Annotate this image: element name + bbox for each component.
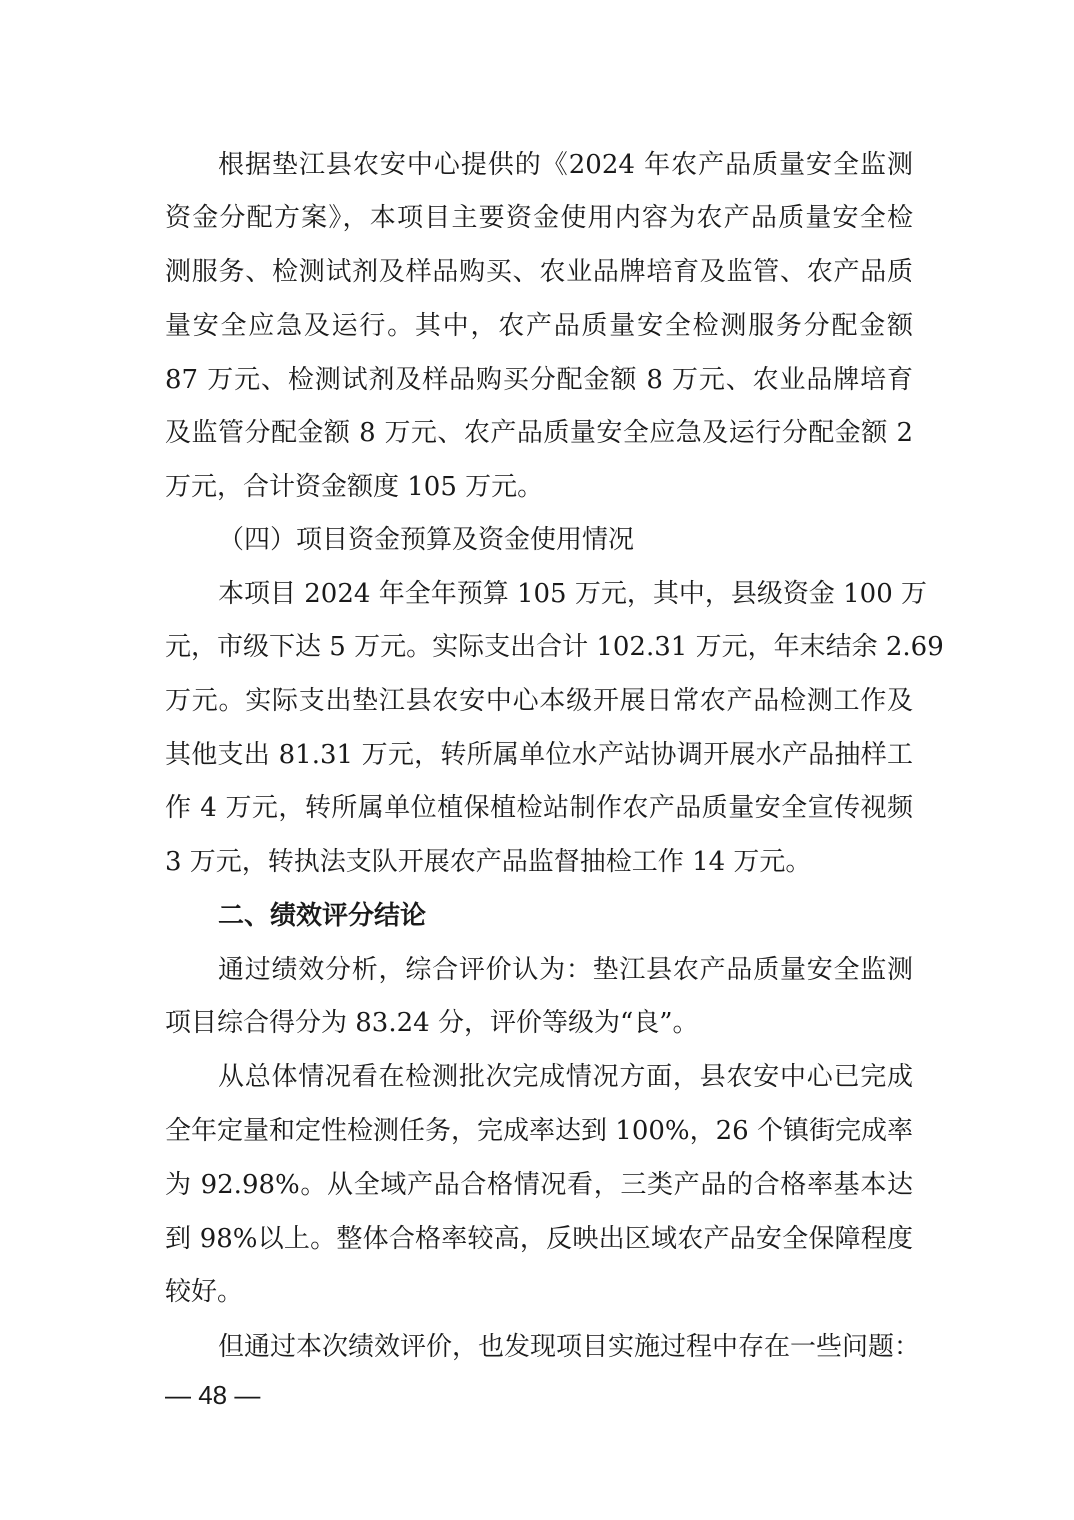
text-line: 元，市级下达 5 万元。实际支出合计 102.31 万元，年末结余 2.69	[165, 632, 944, 662]
text-line: 万元，合计资金额度 105 万元。	[165, 472, 544, 502]
text-line: 本项目 2024 年全年预算 105 万元，其中，县级资金 100 万	[218, 579, 928, 609]
text-line: 全年定量和定性检测任务，完成率达到 100%，26 个镇街完成率	[165, 1116, 913, 1146]
section-heading: （四）项目资金预算及资金使用情况	[218, 525, 635, 555]
text-line: 但通过本次绩效评价，也发现项目实施过程中存在一些问题：	[218, 1332, 921, 1362]
text-line: 作 4 万元，转所属单位植保植检站制作农产品质量安全宣传视频	[165, 793, 913, 823]
text-line: 量安全应急及运行。其中，农产品质量安全检测服务分配金额	[165, 311, 913, 341]
text-line: 从总体情况看在检测批次完成情况方面，县农安中心已完成	[218, 1062, 913, 1092]
text-line: 及监管分配金额 8 万元、农产品质量安全应急及运行分配金额 2	[165, 418, 913, 448]
text-line: 其他支出 81.31 万元，转所属单位水产站协调开展水产品抽样工	[165, 740, 913, 770]
text-line: 较好。	[165, 1277, 244, 1307]
text-line: 通过绩效分析，综合评价认为：垫江县农产品质量安全监测	[218, 955, 913, 985]
text-line: 为 92.98%。从全域产品合格情况看，三类产品的合格率基本达	[165, 1170, 913, 1200]
text-line: 87 万元、检测试剂及样品购买分配金额 8 万元、农业品牌培育	[165, 365, 913, 395]
page-number: — 48 —	[165, 1380, 261, 1410]
text-line: 到 98%以上。整体合格率较高，反映出区域农产品安全保障程度	[165, 1224, 913, 1254]
text-line: 测服务、检测试剂及样品购买、农业品牌培育及监管、农产品质	[165, 257, 913, 287]
text-line: 万元。实际支出垫江县农安中心本级开展日常农产品检测工作及	[165, 686, 913, 716]
section-heading: 二、绩效评分结论	[218, 901, 427, 931]
text-line: 资金分配方案》，本项目主要资金使用内容为农产品质量安全检	[165, 203, 913, 233]
text-line: 3 万元，转执法支队开展农产品监督抽检工作 14 万元。	[165, 847, 812, 877]
text-line: 项目综合得分为 83.24 分，评价等级为“良”。	[165, 1008, 699, 1038]
text-line: 根据垫江县农安中心提供的《2024 年农产品质量安全监测	[218, 150, 913, 180]
